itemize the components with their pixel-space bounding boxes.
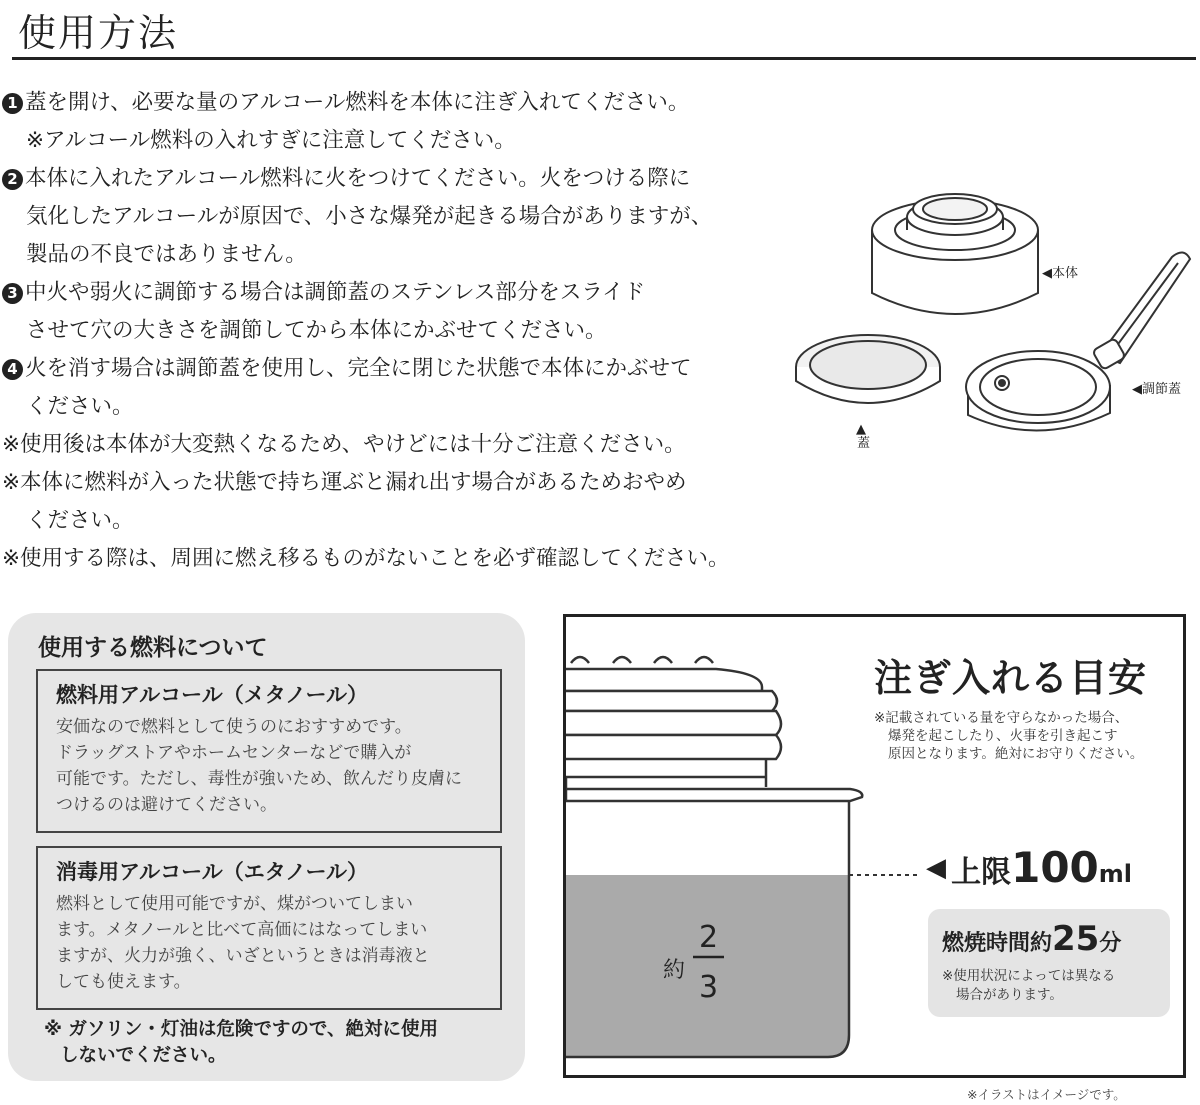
step-2-line-2: 気化したアルコールが原因で、小さな爆発が起きる場合がありますが、: [26, 204, 713, 229]
upper-limit-label: ◀ 上限100ml: [926, 843, 1132, 892]
label-adjust-lid: ◀調節蓋: [1132, 382, 1181, 397]
step-3-line-2: させて穴の大きさを調節してから本体にかぶせてください。: [26, 318, 607, 343]
title-divider: [12, 57, 1196, 60]
step-1-line-2: ※アルコール燃料の入れすぎに注意してください。: [26, 128, 516, 153]
caution-2-cont: ください。: [26, 508, 134, 533]
methanol-text-line: 可能です。ただし、毒性が強いため、飲んだり皮膚に: [56, 769, 462, 789]
methanol-heading: 燃料用アルコール（メタノール）: [56, 683, 369, 707]
step-3-line-1: 3 中火や弱火に調節する場合は調節蓋のステンレス部分をスライド: [2, 278, 645, 308]
fuel-info-panel: [8, 613, 525, 1081]
ethanol-text-line: ます。メタノールと比べて高価にはなってしまい: [56, 920, 428, 940]
stove-illustration: [780, 185, 1200, 465]
left-triangle-icon: ◀: [926, 853, 946, 883]
label-lid-arrow: ▲: [856, 422, 866, 437]
step-1-line-1: 1 蓋を開け、必要な量のアルコール燃料を本体に注ぎ入れてください。: [2, 88, 689, 118]
caution-3: ※使用する際は、周囲に燃え移るものがないことを必ず確認してください。: [2, 546, 730, 571]
step-number-badge: 2: [2, 169, 23, 190]
pour-guide-note: ※記載されている量を守らなかった場合、: [874, 710, 1129, 726]
fraction-denominator: 3: [699, 970, 719, 1005]
burn-time-note: ※使用状況によっては異なる: [942, 968, 1116, 984]
methanol-text-line: 安価なので燃料として使うのにおすすめです。: [56, 717, 412, 737]
methanol-card: [36, 669, 502, 833]
burn-time-note: 場合があります。: [956, 987, 1063, 1003]
label-body: ◀本体: [1042, 266, 1078, 281]
ethanol-text-line: 燃料として使用可能ですが、煤がついてしまい: [56, 894, 413, 914]
caution-2: ※本体に燃料が入った状態で持ち運ぶと漏れ出す場合があるためおやめ: [2, 470, 687, 495]
methanol-text-line: つけるのは避けてください。: [56, 795, 277, 815]
ethanol-heading: 消毒用アルコール（エタノール）: [56, 860, 369, 884]
pour-guide-note: 原因となります。絶対にお守りください。: [888, 746, 1144, 762]
label-lid: 蓋: [857, 436, 871, 451]
fuel-level-fill: [566, 875, 849, 1057]
step-2-line-1: 2 本体に入れたアルコール燃料に火をつけてください。火をつける際に: [2, 164, 690, 194]
step-4-line-2: ください。: [26, 394, 134, 419]
fraction-prefix: 約: [663, 958, 686, 983]
burn-time-box: [928, 909, 1170, 1017]
fraction-numerator: 2: [699, 920, 719, 955]
step-number-badge: 1: [2, 93, 23, 114]
gasoline-warning: ※ ガソリン・灯油は危険ですので、絶対に使用: [44, 1019, 439, 1040]
pour-guide-title: 注ぎ入れる目安: [874, 656, 1148, 700]
gasoline-warning-cont: しないでください。: [60, 1045, 227, 1066]
step-number-badge: 4: [2, 359, 23, 380]
step-4-line-1: 4 火を消す場合は調節蓋を使用し、完全に閉じた状態で本体にかぶせて: [2, 354, 692, 384]
pour-guide-note: 爆発を起こしたり、火事を引き起こす: [888, 728, 1118, 744]
image-footnote: ※イラストはイメージです。: [967, 1087, 1126, 1102]
page-title: 使用方法: [18, 11, 179, 55]
step-number-badge: 3: [2, 283, 23, 304]
stove-parts-drawing: [780, 185, 1200, 465]
pour-guide-panel: [563, 614, 1186, 1078]
caution-1: ※使用後は本体が大変熱くなるため、やけどには十分ご注意ください。: [2, 432, 686, 457]
step-2-line-3: 製品の不良ではありません。: [26, 242, 307, 267]
burn-time-label: 燃焼時間約25分: [942, 919, 1122, 959]
ethanol-card: [36, 846, 502, 1010]
methanol-text-line: ドラッグストアやホームセンターなどで購入が: [56, 743, 412, 763]
ethanol-text-line: ますが、火力が強く、いざというときは消毒液と: [56, 946, 430, 966]
fuel-info-title: 使用する燃料について: [38, 635, 268, 661]
ethanol-text-line: しても使えます。: [56, 972, 191, 992]
